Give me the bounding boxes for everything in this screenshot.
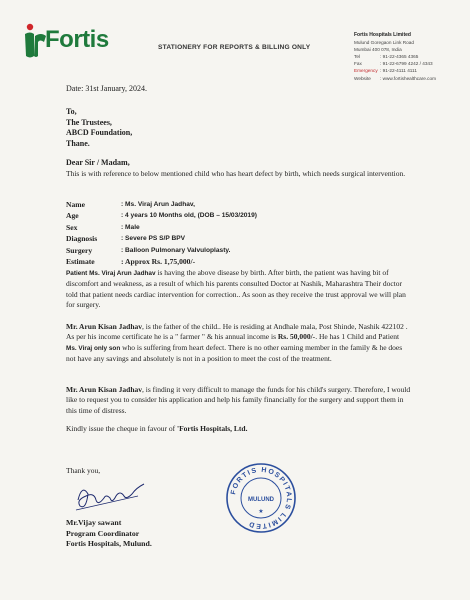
detail-row: Surgery : Balloon Pulmonary Valvuloplasty. xyxy=(66,245,231,255)
fax-row: Fax : 91-22-6799 4242 / 4343 xyxy=(354,61,433,67)
closing: Thank you, xyxy=(66,466,101,475)
detail-row: Estimate : Approx Rs. 1,75,000/- xyxy=(66,257,196,267)
stationery-note: STATIONERY FOR REPORTS & BILLING ONLY xyxy=(158,44,311,51)
salutation: Dear Sir / Madam, xyxy=(66,158,130,167)
intro-paragraph: This is with reference to below mentioned child who has heart defect by birth, which needs surgical intervention. xyxy=(66,169,406,178)
hospital-address-block xyxy=(354,32,464,82)
emergency-row: Emergency : 91-22-4111 4111 xyxy=(354,68,417,74)
logo-wordmark: Fortis xyxy=(45,26,109,53)
signer-org: Fortis Hospitals, Mulund. xyxy=(66,539,152,548)
patient-details xyxy=(66,199,257,267)
company-name: Fortis Hospitals Limited xyxy=(354,32,411,38)
letter-date: Date: 31st January, 2024. xyxy=(66,84,148,93)
paragraph-father-info: Mr. Arun Kisan Jadhav, is the father of the child.. He is residing at Andhale mala, Post Shinde, Nashik 422102 . As per his income certificate he is a " farmer " & his annual income is Rs. 50,000/-. He has 1 Child and Patient Ms. Viraj only son who is suffering from heart defect. There is no other earning member in the family & he does not have any savings and absolutely is not in a position to meet the cost of the treatment. xyxy=(66,322,408,363)
paragraph-request: Mr. Arun Kisan Jadhav, is finding it very difficult to manage the funds for his child's surgery. Therefore, I would like to request you to consider his application and help his family financially for the surgery and support them in this time of distress. xyxy=(66,385,411,415)
seal-center-text: MULUND xyxy=(248,497,274,503)
paragraph-patient-history: Patient Ms. Viraj Arun Jadhav is having the above disease by birth. After birth, the patient was having bit of discomfort and weakness, as a result of which his parents consulted Doctor at Nashik, Maharashtra Their doctor told that patient needs cardiac intervention for correction.. As soon as they receive the trust approval we will plan for surgery. xyxy=(66,268,406,309)
address-line: Mulund Goregaon Link Road xyxy=(354,40,414,46)
signer-name: Mr.Vijay sawant xyxy=(66,518,122,527)
svg-text:★: ★ xyxy=(258,509,264,515)
paragraph-cheque: Kindly issue the cheque in favour of 'Fortis Hospitals, Ltd. xyxy=(66,424,248,433)
detail-row: Diagnosis : Severe PS S/P BPV xyxy=(66,234,186,244)
seal-ring-text: FORTIS HOSPITALS LIMITED xyxy=(230,466,293,530)
signature-icon xyxy=(72,476,152,516)
detail-row: Sex : Male xyxy=(66,222,140,232)
signer-title: Program Coordinator xyxy=(66,528,140,538)
website-row: Website : www.fortishealthcare.com xyxy=(354,75,437,81)
recipient-block: To, The Trustees, ABCD Foundation, Thane. xyxy=(66,107,133,148)
signer-block xyxy=(66,518,152,550)
hospital-seal-icon xyxy=(225,462,297,534)
tel-row: Tel : 91-22-4365 4365 xyxy=(354,54,419,60)
detail-row: Name : Ms. Viraj Arun Jadhav, xyxy=(66,200,195,209)
detail-row: Age : 4 years 10 Months old, (DOB – 15/03/2019) xyxy=(66,211,257,221)
address-line: Mumbai 400 078, India xyxy=(354,47,402,53)
